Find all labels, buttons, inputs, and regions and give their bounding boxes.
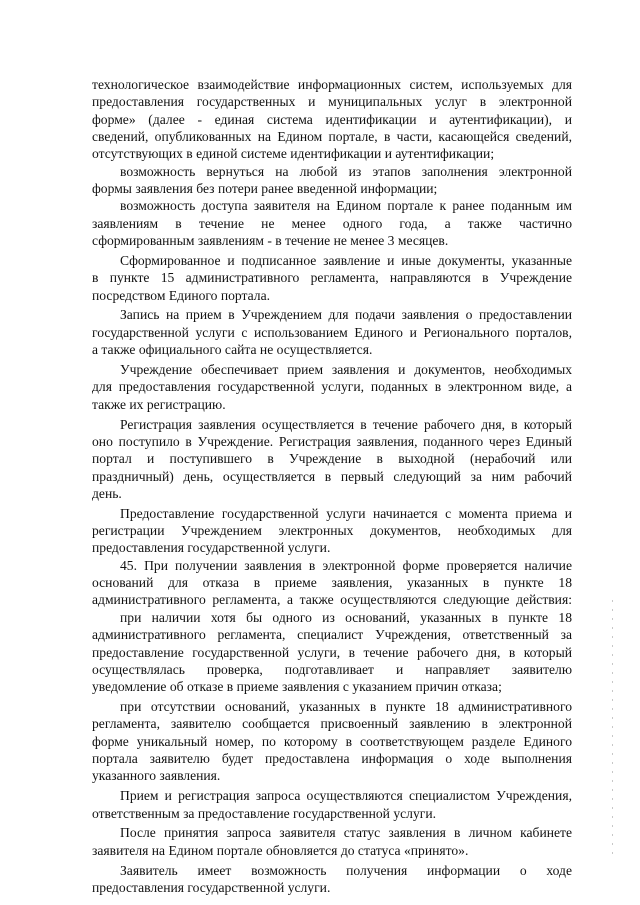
text-line: при наличии хотя бы одного из оснований, указанных в пункте 18 xyxy=(120,609,572,625)
text-line: административного регламента, а также осуществляются следующие действия: xyxy=(92,592,572,608)
text-line: форме» (далее - единая система идентификации и аутентификации), и xyxy=(92,111,572,127)
text-line: сформированным заявлениям - в течение не менее 3 месяцев. xyxy=(92,233,449,249)
text-line: предоставления государственной услуги. xyxy=(92,540,331,556)
text-line: ответственным за предоставление государственной услуги. xyxy=(92,805,436,821)
text-line: посредством Единого портала. xyxy=(92,287,271,303)
text-line: оно поступило в Учреждение. Регистрация заявления, поданного через Единый xyxy=(92,433,572,449)
text-line: отсутствующих в единой системе идентификации и аутентификации; xyxy=(92,146,495,162)
text-line: Учреждение обеспечивает прием заявления и документов, необходимых xyxy=(120,362,572,377)
text-line: форме уникальный номер, по которому в соответствующем разделе Единого xyxy=(92,733,572,749)
scan-edge-artifact xyxy=(612,600,613,860)
text-line: для предоставления государственной услуги, поданных в электронном виде, а xyxy=(92,379,572,395)
text-line: заявителя на Едином портале обновляется до статуса «принято». xyxy=(92,842,469,858)
text-line: Прием и регистрация запроса осуществляются специалистом Учреждения, xyxy=(120,788,572,804)
document-body xyxy=(92,76,572,896)
text-line: также их регистрацию. xyxy=(92,396,226,412)
text-line: регламента, заявителю сообщается присвоенный заявлению в электронной xyxy=(92,716,572,732)
text-line: осуществлялась проверка, подготавливает и направляет заявителю xyxy=(92,661,572,677)
text-line: указанного заявления. xyxy=(92,768,221,784)
text-line: После принятия запроса заявителя статус заявления в личном кабинете xyxy=(120,825,572,841)
text-line: Заявитель имеет возможность получения информации о ходе xyxy=(120,862,572,878)
text-line: возможность доступа заявителя на Едином портале к ранее поданным им xyxy=(120,198,572,214)
text-line: Регистрация заявления осуществляется в течение рабочего дня, в который xyxy=(120,416,572,432)
text-line: технологическое взаимодействие информационных систем, используемых для xyxy=(92,77,572,92)
text-line: Сформированное и подписанное заявление и иные документы, указанные xyxy=(120,252,572,268)
text-line: регистрации Учреждением электронных документов, необходимых для xyxy=(92,523,572,539)
text-line: возможность вернуться на любой из этапов заполнения электронной xyxy=(120,163,572,179)
text-line: формы заявления без потери ранее введенной информации; xyxy=(92,181,438,197)
text-line: административного регламента, специалист Учреждения, ответственный за xyxy=(92,627,572,643)
text-line: сведений, опубликованных на Едином портале, в части, касающейся сведений, xyxy=(92,129,572,145)
text-line: оснований для отказа в приеме заявления, указанных в пункте 18 xyxy=(92,575,572,591)
text-line: предоставление государственной услуги, в течение рабочего дня, в который xyxy=(92,644,572,660)
text-line: при отсутствии оснований, указанных в пункте 18 административного xyxy=(120,699,572,715)
text-line: уведомление об отказе в приеме заявления с указанием причин отказа; xyxy=(92,679,502,695)
text-line: праздничный) день, осуществляется в первый следующий за ним рабочий xyxy=(92,468,572,484)
text-line: день. xyxy=(92,485,122,501)
text-line: портал и поступившего в Учреждение в выходной (нерабочий или xyxy=(92,451,572,467)
text-line: портала заявителю будет предоставлена информация о ходе выполнения xyxy=(92,751,572,767)
text-line: 45. При получении заявления в электронной форме проверяется наличие xyxy=(120,557,572,573)
text-line: Запись на прием в Учреждением для подачи заявления о предоставлении xyxy=(120,307,572,323)
text-line: предоставления государственных и муниципальных услуг в электронной xyxy=(92,94,572,110)
text-line: предоставления государственной услуги. xyxy=(92,879,331,895)
text-line: а также официального сайта не осуществляется. xyxy=(92,342,373,358)
text-line: Предоставление государственной услуги начинается с момента приема и xyxy=(120,505,572,521)
text-line: заявлениям в течение не менее одного года, а также частично xyxy=(92,215,572,231)
text-line: государственной услуги с использованием Единого и Регионального порталов, xyxy=(92,324,572,340)
text-line: в пункте 15 административного регламента, направляются в Учреждение xyxy=(92,270,572,286)
